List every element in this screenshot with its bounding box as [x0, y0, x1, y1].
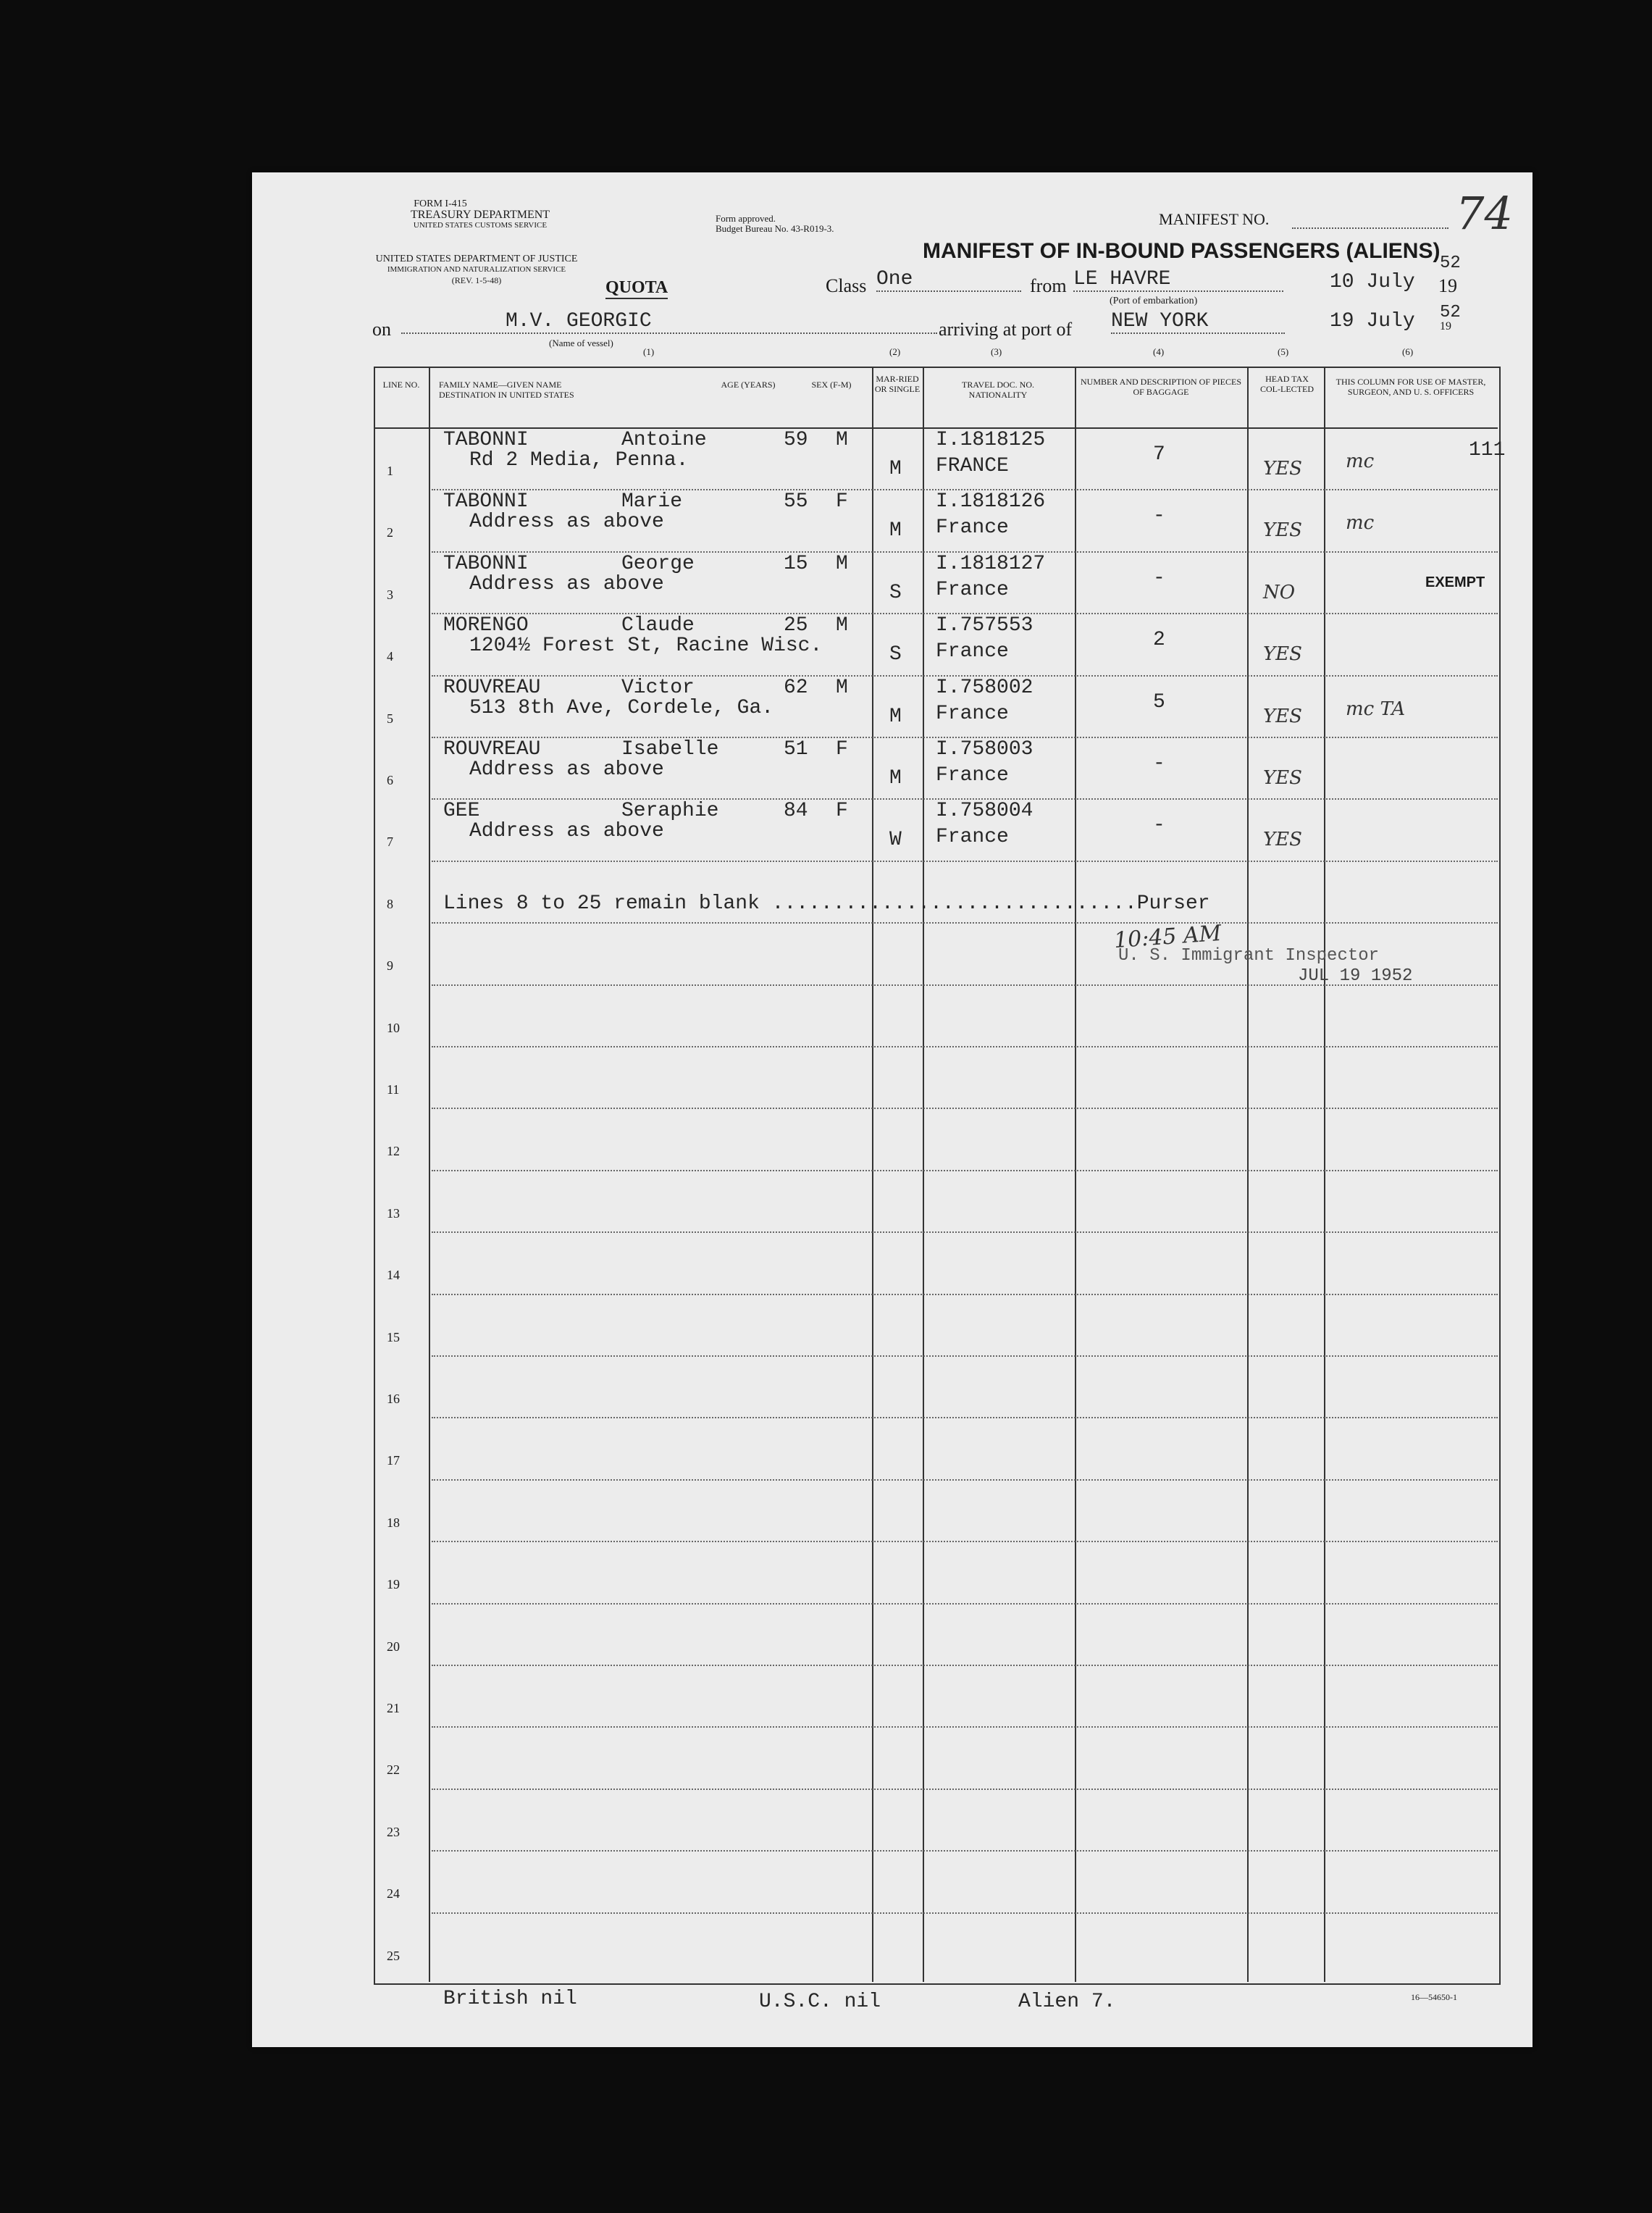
destination: Address as above [469, 758, 664, 781]
nationality: France [936, 764, 1009, 787]
col-header-sex: SEX (F-M) [811, 380, 852, 390]
row-rule [432, 1108, 1498, 1109]
col-header-officers: THIS COLUMN FOR USE OF MASTER, SURGEON, AND U. S. OFFICERS [1336, 377, 1486, 397]
customs-service: UNITED STATES CUSTOMS SERVICE [413, 221, 548, 230]
row-rule [432, 1912, 1498, 1914]
family-name: TABONNI [443, 552, 529, 575]
row-rule [432, 1789, 1498, 1790]
given-name: Isabelle [621, 738, 719, 761]
nationality: France [936, 640, 1009, 664]
destination: Address as above [469, 511, 664, 534]
sex: F [836, 800, 848, 823]
line-number: 19 [387, 1577, 400, 1592]
head-tax: YES [1263, 519, 1302, 542]
baggage-count: 5 [1153, 690, 1165, 714]
line-number: 10 [387, 1020, 400, 1035]
family-name: MORENGO [443, 614, 529, 637]
justice-dept: UNITED STATES DEPARTMENT OF JUSTICE [375, 254, 578, 264]
line-number: 22 [387, 1762, 400, 1778]
head-tax: YES [1263, 705, 1302, 727]
family-name: TABONNI [443, 429, 529, 451]
sex: M [836, 429, 848, 451]
officer-note: EXEMPT [1425, 574, 1485, 590]
class-value: One [876, 268, 1021, 292]
family-name: ROUVREAU [443, 738, 541, 761]
row-rule [432, 1046, 1498, 1047]
line-number: 17 [387, 1453, 400, 1468]
age: 84 [784, 800, 808, 823]
form-revision: (REV. 1-5-48) [451, 275, 502, 285]
row-rule [432, 922, 1498, 924]
arriving-label: arriving at port of [939, 319, 1073, 340]
nationality: France [936, 702, 1009, 725]
row-rule [432, 1417, 1498, 1418]
column-rule [1324, 367, 1325, 1982]
row-rule [432, 1665, 1498, 1666]
sex: M [836, 676, 848, 699]
line-number: 13 [387, 1205, 400, 1221]
inspector-stamp: U. S. Immigrant Inspector [1118, 946, 1380, 966]
from-label: from [1030, 275, 1067, 296]
page-number: 74 [1456, 187, 1513, 240]
line-number: 5 [387, 711, 393, 726]
arrival-year-prefix: 19 [1440, 320, 1451, 332]
row-rule [432, 1294, 1498, 1295]
line-number: 4 [387, 649, 393, 664]
column-rule [872, 367, 873, 1982]
col-header-line: LINE NO. [382, 380, 420, 390]
line-number: 12 [387, 1144, 400, 1159]
blank-lines-note: Lines 8 to 25 remain blank ..............................Purser [443, 892, 1210, 915]
footer-code: 16—54650-1 [1411, 1992, 1457, 2002]
column-rule [923, 367, 924, 1982]
embarkation-port: LE HAVRE [1073, 268, 1283, 292]
treasury-dept: TREASURY DEPARTMENT [410, 209, 550, 221]
head-tax: YES [1263, 767, 1302, 789]
col-num: (2) [889, 346, 901, 357]
line-number: 2 [387, 525, 393, 540]
travel-doc-no: I.758004 [936, 800, 1033, 823]
departure-year: 52 [1440, 254, 1461, 273]
destination: 513 8th Ave, Cordele, Ga. [469, 696, 774, 719]
sex: F [836, 738, 848, 761]
travel-doc-no: I.758003 [936, 738, 1033, 761]
officer-note: mc [1346, 512, 1375, 535]
row-rule [432, 1541, 1498, 1542]
arrival-year: 52 [1440, 303, 1461, 322]
form-approved: Form approved. [716, 213, 776, 224]
inspector-stamp-date: JUL 19 1952 [1298, 966, 1413, 986]
nationality: France [936, 578, 1009, 601]
officer-note: mc [1346, 451, 1375, 472]
head-tax: YES [1263, 829, 1302, 851]
travel-doc-no: I.757553 [936, 614, 1033, 637]
family-name: ROUVREAU [443, 676, 541, 699]
departure-year-prefix: 19 [1438, 275, 1457, 296]
line-number: 11 [387, 1082, 400, 1097]
line-number: 16 [387, 1392, 400, 1406]
given-name: Seraphie [621, 800, 719, 823]
row-rule [432, 1479, 1498, 1481]
vessel-label: (Name of vessel) [549, 338, 613, 348]
row-rule [432, 1231, 1498, 1233]
line-number: 20 [387, 1639, 400, 1654]
nationality: FRANCE [936, 455, 1009, 477]
marital-status: S [889, 643, 902, 666]
marital-status: M [889, 767, 902, 790]
destination: 1204½ Forest St, Racine Wisc. [469, 635, 823, 658]
given-name: Marie [621, 490, 683, 514]
col-header-married: MAR-RIED OR SINGLE [874, 374, 921, 394]
baggage-count: - [1153, 753, 1165, 775]
col-num: (1) [643, 346, 655, 357]
column-rule [1247, 367, 1249, 1982]
col-num: (5) [1278, 346, 1289, 357]
footer-british: British nil [443, 1988, 577, 2010]
sex: F [836, 490, 848, 514]
arrival-port: NEW YORK [1111, 310, 1285, 334]
sex: M [836, 614, 848, 637]
col-header-travel: TRAVEL DOC. NO. NATIONALITY [961, 380, 1034, 400]
line-number: 3 [387, 587, 393, 602]
officer-note: mc TA [1346, 698, 1406, 720]
travel-doc-no: I.1818126 [936, 490, 1046, 514]
head-tax: YES [1263, 643, 1302, 666]
col-header-headtax: HEAD TAX COL-LECTED [1260, 374, 1314, 394]
travel-doc-no: I.758002 [936, 676, 1033, 699]
travel-doc-no: I.1818127 [936, 552, 1046, 575]
destination: Address as above [469, 572, 664, 595]
footer-usc: U.S.C. nil [759, 1991, 881, 2013]
line-number: 24 [387, 1886, 400, 1902]
baggage-count: 7 [1153, 443, 1165, 466]
column-rule [1075, 367, 1076, 1982]
on-label: on [372, 319, 391, 340]
marital-status: M [889, 519, 902, 543]
row-rule [432, 1170, 1498, 1171]
col-num: (4) [1153, 346, 1165, 357]
destination: Address as above [469, 820, 664, 843]
nationality: France [936, 516, 1009, 540]
line-number: 21 [387, 1701, 400, 1715]
line-number: 9 [387, 958, 393, 974]
quota-label: QUOTA [605, 278, 668, 299]
given-name: George [621, 552, 695, 575]
line-number: 25 [387, 1948, 400, 1963]
vessel-name: M.V. GEORGIC [401, 310, 937, 334]
baggage-count: - [1153, 814, 1165, 837]
given-name: Victor [621, 676, 695, 699]
marital-status: M [889, 458, 902, 480]
line-number: 15 [387, 1329, 400, 1344]
family-name: TABONNI [443, 490, 529, 514]
line-number: 18 [387, 1515, 400, 1530]
age: 15 [784, 552, 808, 575]
line-number: 1 [387, 464, 393, 478]
family-name: GEE [443, 800, 480, 823]
travel-doc-no: I.1818125 [936, 429, 1046, 451]
row-rule [432, 1726, 1498, 1728]
head-tax: NO [1263, 581, 1296, 603]
marital-status: W [889, 829, 902, 852]
departure-date: 10 July [1330, 271, 1415, 293]
row-rule [432, 861, 1498, 862]
col-header-name: FAMILY NAME—GIVEN NAME DESTINATION IN UNITED STATES [439, 380, 574, 400]
officer-extra: 111 [1469, 439, 1506, 461]
given-name: Claude [621, 614, 695, 637]
age: 62 [784, 676, 808, 699]
col-header-age: AGE (YEARS) [721, 380, 776, 390]
marital-status: M [889, 705, 902, 728]
age: 59 [784, 429, 808, 451]
line-number: 23 [387, 1824, 400, 1839]
row-rule [432, 1355, 1498, 1357]
inspector-signature-time: 10:45 AM [1112, 920, 1223, 954]
col-num: (3) [991, 346, 1002, 357]
col-num: (6) [1402, 346, 1414, 357]
head-tax: YES [1263, 458, 1302, 480]
manifest-title: MANIFEST OF IN-BOUND PASSENGERS (ALIENS) [923, 239, 1441, 263]
col-header-baggage: NUMBER AND DESCRIPTION OF PIECES OF BAGGAGE [1080, 377, 1242, 397]
baggage-count: - [1153, 566, 1165, 590]
ins-service: IMMIGRATION AND NATURALIZATION SERVICE [387, 265, 566, 274]
class-label: Class [826, 275, 867, 296]
baggage-count: - [1153, 505, 1165, 528]
age: 51 [784, 738, 808, 761]
marital-status: S [889, 581, 902, 604]
arrival-date: 19 July [1330, 310, 1415, 332]
line-number: 8 [387, 896, 393, 911]
manifest-no-line [1292, 227, 1448, 229]
manifest-table [374, 367, 1501, 1985]
line-number: 7 [387, 834, 393, 850]
manifest-page [252, 172, 1532, 2047]
row-rule [432, 1850, 1498, 1852]
form-number: FORM I-415 [414, 198, 467, 209]
nationality: France [936, 826, 1009, 849]
given-name: Antoine [621, 429, 707, 451]
destination: Rd 2 Media, Penna. [469, 449, 689, 472]
budget-bureau: Budget Bureau No. 43-R019-3. [716, 223, 834, 234]
age: 25 [784, 614, 808, 637]
baggage-count: 2 [1153, 629, 1165, 652]
manifest-no-label: MANIFEST NO. [1159, 210, 1270, 228]
footer-alien: Alien 7. [1018, 1991, 1116, 2013]
row-rule [432, 1603, 1498, 1605]
age: 55 [784, 490, 808, 514]
line-number: 14 [387, 1268, 400, 1283]
sex: M [836, 552, 848, 575]
line-number: 6 [387, 773, 393, 787]
column-rule [429, 367, 430, 1982]
port-embarkation-label: (Port of embarkation) [1110, 296, 1198, 306]
